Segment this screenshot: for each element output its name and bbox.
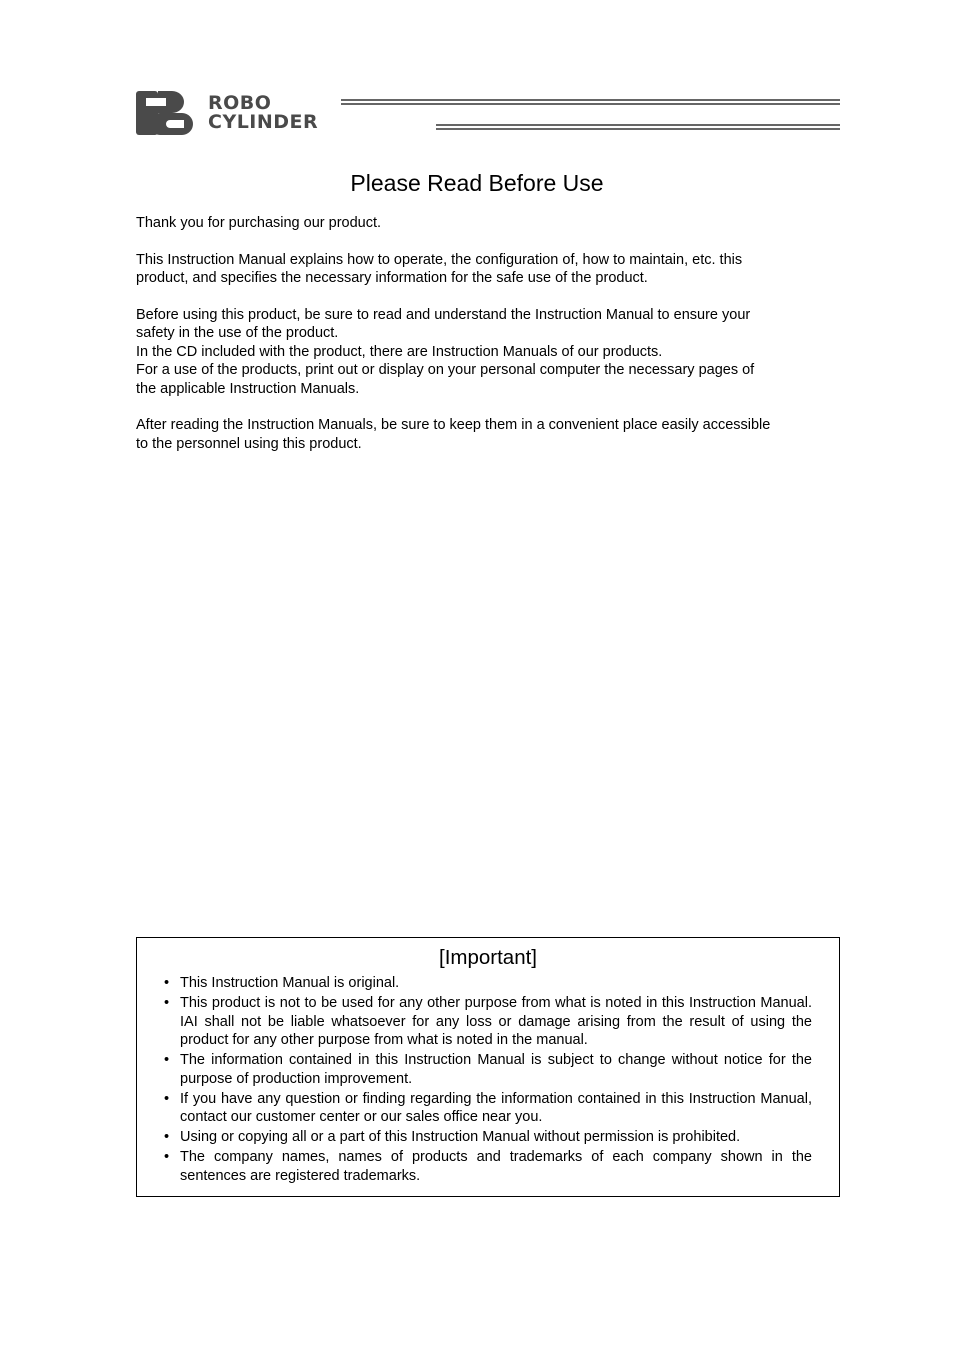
intro-paragraph	[136, 251, 848, 288]
intro-paragraph	[136, 416, 848, 453]
important-item: • The information contained in this Instruction Manual is subject to change without notice for the purpose of production improvement.	[137, 1051, 839, 1088]
important-item: • The company names, names of products and trademarks of each company shown in the sentences are registered trademarks.	[137, 1148, 839, 1185]
header-rules	[341, 100, 840, 129]
logo-word-robo: ROBO	[208, 92, 272, 114]
logo-word-cylinder: CYLINDER	[208, 111, 319, 133]
text-line: safety in the use of the product.	[136, 325, 339, 342]
text-line: Before using this product, be sure to read and understand the Instruction Manual to ensure your	[136, 307, 751, 323]
text-line: In the CD included with the product, there are Instruction Manuals of our products.	[136, 343, 663, 360]
important-item: • This product is not to be used for any other purpose from what is noted in this Instruction Manual. IAI shall not be liable whatsoever for any loss or damage arising from the result of using the product for any other purpose from what is noted in the manual.	[137, 994, 839, 1050]
text-line: to the personnel using this product.	[136, 435, 362, 452]
rc-monogram-icon	[136, 91, 193, 135]
intro-paragraph	[136, 306, 848, 398]
text-line: Thank you for purchasing our product.	[136, 215, 382, 231]
important-list	[137, 974, 839, 1186]
text-line: After reading the Instruction Manuals, be sure to keep them in a convenient place easily accessible	[136, 417, 771, 434]
text-line: This Instruction Manual explains how to operate, the configuration of, how to maintain, etc. this	[136, 251, 743, 268]
text-line: For a use of the products, print out or display on your personal computer the necessary pages of	[136, 362, 755, 379]
important-item: • Using or copying all or a part of this Instruction Manual without permission is prohibited.	[137, 1128, 839, 1147]
important-item: • If you have any question or finding regarding the information contained in this Instruction Manual, contact our customer center or our sales office near you.	[137, 1090, 839, 1127]
intro-text	[136, 214, 848, 453]
robo-cylinder-logo	[136, 90, 840, 136]
page-title: Please Read Before Use	[350, 170, 604, 196]
text-line: the applicable Instruction Manuals.	[136, 380, 360, 397]
important-title: [Important]	[439, 946, 537, 969]
intro-paragraph	[136, 214, 848, 232]
important-notice-box	[136, 937, 840, 1197]
important-item: • This Instruction Manual is original.	[137, 974, 839, 993]
text-line: product, and specifies the necessary information for the safe use of the product.	[136, 270, 648, 287]
